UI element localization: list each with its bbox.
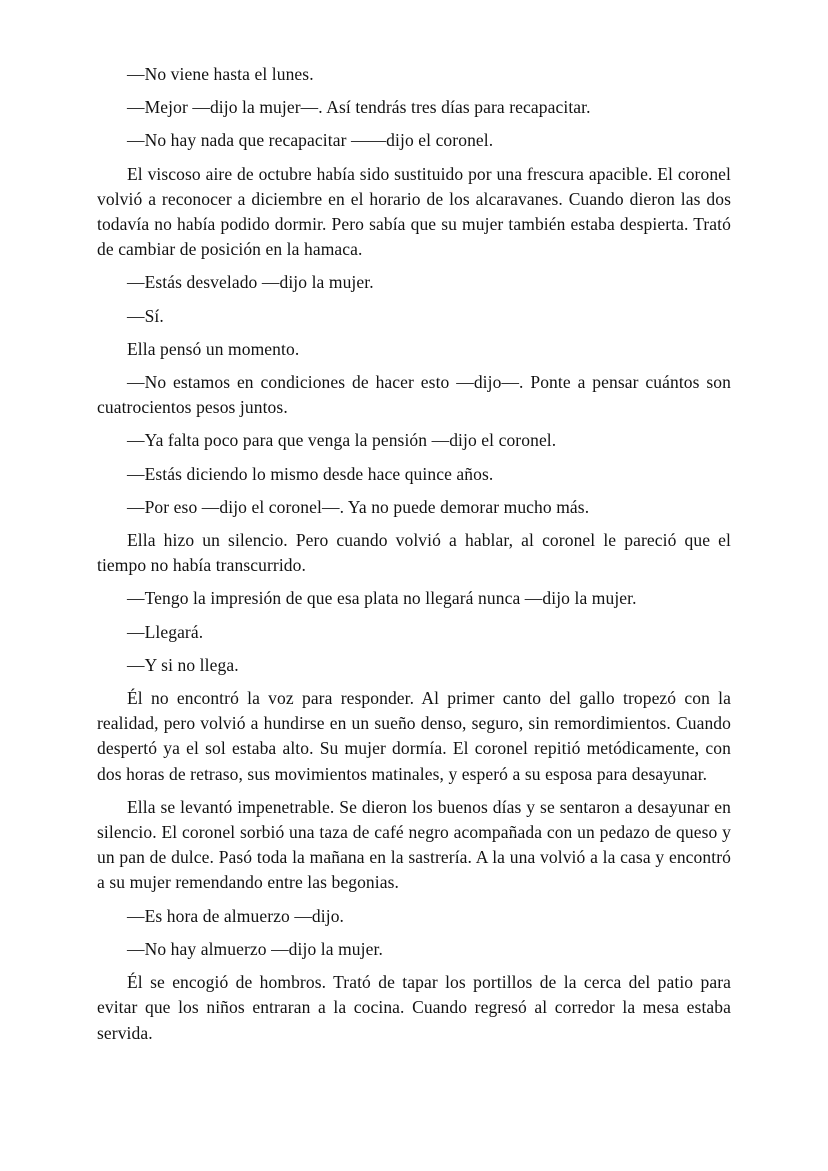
narrative-paragraph: Él se encogió de hombros. Trató de tapar los portillos de la cerca del patio para evitar que los niños entraran a la cocina. Cuando regresó al corredor la mesa estaba servida. [97, 972, 731, 1043]
dialogue-line: —Mejor —dijo la mujer—. Así tendrás tres días para recapacitar. [127, 97, 591, 118]
dialogue-line: —No hay almuerzo —dijo la mujer. [127, 938, 383, 959]
dialogue-line: —Y si no llega. [127, 654, 239, 675]
dialogue-line: —Llegará. [127, 621, 204, 642]
narrative-paragraph: Ella se levantó impenetrable. Se dieron los buenos días y se sentaron a desayunar en silencio. El coronel sorbió una taza de café negro acompañada con un pedazo de queso y un pan de dulce. Pasó toda la mañana en la sastrería. A la una volvió a la casa y encontró a su mujer remendando entre las begonias. [97, 796, 731, 893]
dialogue-line: —Es hora de almuerzo —dijo. [127, 905, 345, 926]
narrative-paragraph: El viscoso aire de octubre había sido sustituido por una frescura apacible. El coronel volvió a reconocer a diciembre en el horario de los alcaravanes. Cuando dieron las dos todavía no había podido dormir. Pero sabía que su mujer también estaba despierta. Trató de cambiar de posición en la hamaca. [97, 163, 731, 260]
dialogue-line: —Por eso —dijo el coronel—. Ya no puede demorar mucho más. [127, 496, 590, 517]
dialogue-line: —No viene hasta el lunes. [127, 64, 314, 84]
narrative-paragraph: Él no encontró la voz para responder. Al primer canto del gallo tropezó con la realidad, pero volvió a hundirse en un sueño denso, seguro, sin remordimientos. Cuando despertó ya el sol estaba alto. Su mujer dormía. El coronel repitió metódicamente, con dos horas de retraso, sus movimientos matinales, y esperó a su esposa para desayunar. [97, 688, 731, 784]
dialogue-line: —Ya falta poco para que venga la pensión —dijo el coronel. [127, 430, 557, 451]
dialogue-line: —Tengo la impresión de que esa plata no llegará nunca —dijo la mujer. [127, 588, 637, 609]
narrative-paragraph: Ella pensó un momento. [127, 338, 300, 359]
narrative-paragraph: Ella hizo un silencio. Pero cuando volvió a hablar, al coronel le pareció que el tiempo no había transcurrido. [97, 530, 731, 576]
dialogue-line: —Sí. [127, 305, 164, 326]
dialogue-line: —No estamos en condiciones de hacer esto —dijo—. Ponte a pensar cuántos son cuatrocientos pesos juntos. [97, 372, 731, 418]
page-text-block [97, 62, 731, 1046]
dialogue-line: —Estás diciendo lo mismo desde hace quince años. [127, 463, 494, 484]
dialogue-line: —No hay nada que recapacitar ——dijo el coronel. [127, 130, 494, 151]
dialogue-line: —Estás desvelado —dijo la mujer. [127, 272, 374, 293]
